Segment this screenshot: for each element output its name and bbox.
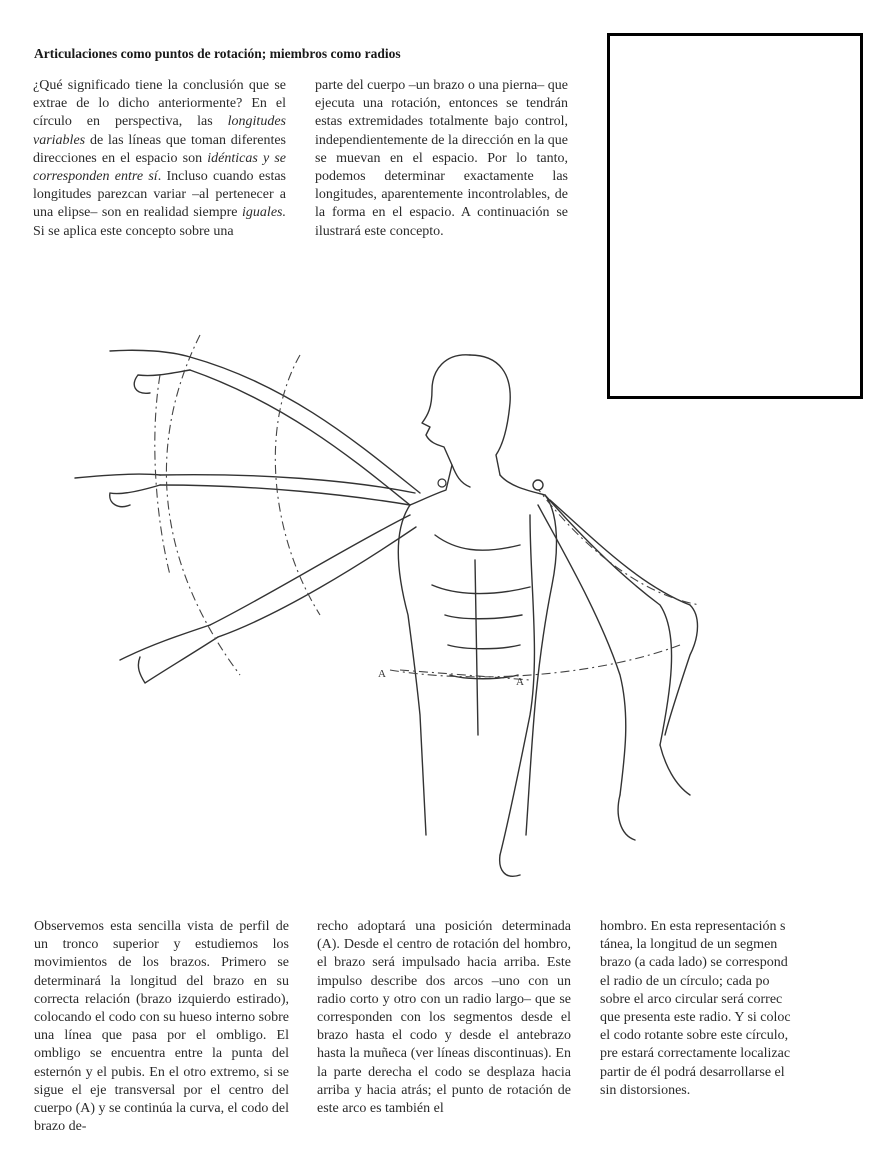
anatomy-illustration xyxy=(60,315,740,885)
text-line: el codo rotante sobre este círculo, xyxy=(600,1028,789,1044)
text-line: sin distorsiones. xyxy=(600,1082,691,1098)
text-run: de las líneas que toman diferentes direcciones en el espacio son xyxy=(33,132,286,166)
bottom-column-3 xyxy=(600,918,814,1100)
top-column-2-text: parte del cuerpo –un brazo o una pierna– que ejecuta una rotación, entonces se tendrán estas extremidades totalmente bajo control, independientemente de la dirección en la que se muevan en el espacio. Por lo tanto, podemos determinar exactamente las longitudes, aparentemente incontrolables, de la forma en el espacio. A continuación se ilustrará este concepto. xyxy=(315,78,568,239)
bottom-column-1 xyxy=(34,918,289,1136)
text-run: . Incluso cuando estas longitudes parezcan variar –al pertenecer a una elipse– son en realidad siempre xyxy=(33,169,286,221)
italic-run: longitudes variables xyxy=(33,114,286,148)
bottom-column-2-text: recho adoptará una posición determinada (A). Desde el centro de rotación del hombro, el brazo será impulsado hacia arriba. Este impulso describe dos arcos –uno con un radio corto y otro con un radio largo– que se corresponden con los segmentos desde el brazo hasta el codo y desde el antebrazo hasta la muñeca (ver líneas discontinuas). En la parte derecha el codo se desplaza hacia arriba y hacia atrás; el punto de rotación de este arco es también el xyxy=(317,919,571,1117)
anatomy-drawing xyxy=(60,315,740,885)
text-line: tánea, la longitud de un segmen xyxy=(600,937,778,953)
italic-run: idénticas y se corresponden entre sí xyxy=(33,150,286,185)
text-line: pre estará correctamente localizac xyxy=(600,1046,791,1062)
text-line: hombro. En esta representación s xyxy=(600,919,786,934)
text-line: el radio de un círculo; cada po xyxy=(600,973,770,989)
label-a-left: A xyxy=(378,668,386,680)
bottom-column-2 xyxy=(317,918,571,1118)
bottom-column-1-text: Observemos esta sencilla vista de perfil de un tronco superior y estudiemos los movimientos de los brazos. Primero se determinará la longitud del brazo en su correcta relación (brazo izquierdo estirado), colocando el codo con su hueso interno sobre una línea que pasa por el ombligo. El ombligo se encuentra entre la punta del esternón y el pubis. En el otro extremo, si se sigue el eje transversal por el centro del cuerpo (A) y se continúa la curva, el codo del brazo de- xyxy=(34,919,290,1135)
text-line: brazo (a cada lado) se correspond xyxy=(600,955,788,971)
top-column-1 xyxy=(33,77,286,241)
label-a-right: A xyxy=(516,676,524,688)
top-column-2 xyxy=(315,77,568,241)
text-line: que presenta este radio. Y si coloc xyxy=(600,1010,791,1026)
text-line: partir de él podrá desarrollarse el xyxy=(600,1064,785,1080)
italic-run: iguales. xyxy=(242,205,286,221)
text-run: Si se aplica este concepto sobre una xyxy=(33,223,234,239)
text-run: ¿Qué significado tiene la conclusión que se extrae de lo dicho anteriormente? En el círculo en perspectiva, las xyxy=(33,78,286,130)
text-line: sobre el arco circular será correc xyxy=(600,991,783,1007)
top-column-1-text xyxy=(33,77,286,241)
section-heading: Articulaciones como puntos de rotación; miembros como radios xyxy=(34,46,401,61)
